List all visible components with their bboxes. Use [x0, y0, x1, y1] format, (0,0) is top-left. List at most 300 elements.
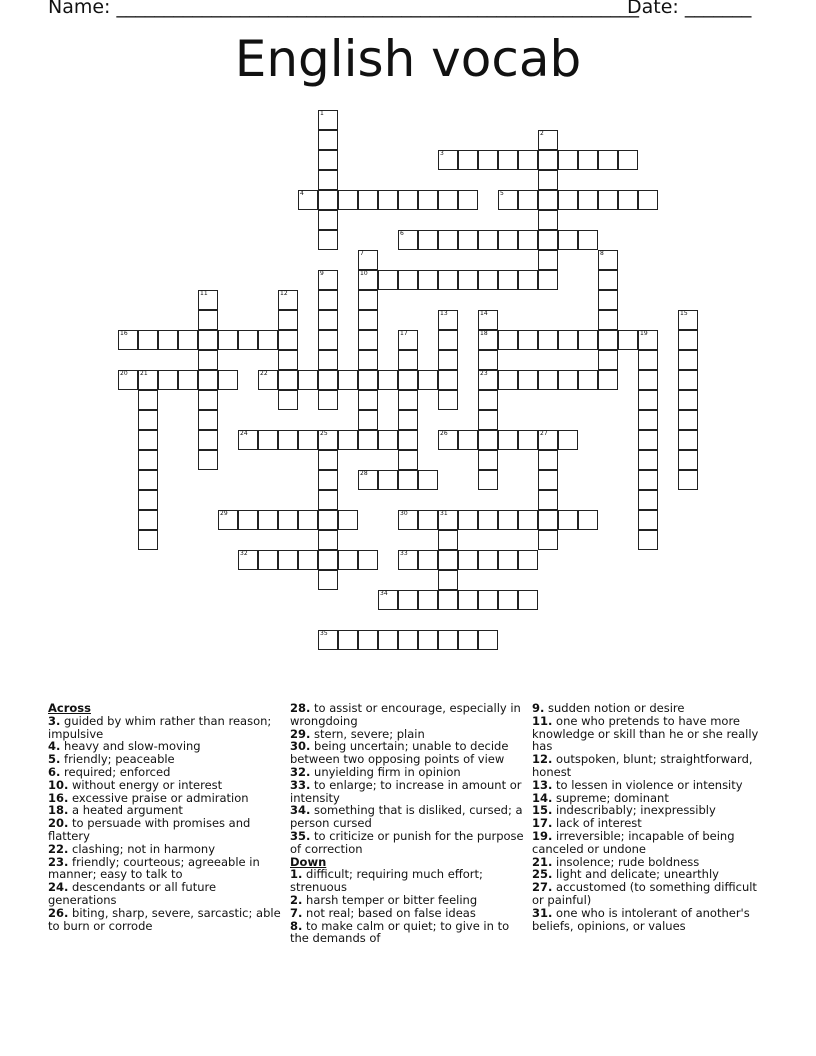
down-clue: [532, 830, 767, 856]
clue-number: 32.: [290, 764, 311, 779]
grid-cell[interactable]: [538, 130, 558, 150]
grid-cell[interactable]: [498, 330, 518, 350]
grid-cell[interactable]: [398, 590, 418, 610]
grid-cell[interactable]: [478, 510, 498, 530]
grid-cell[interactable]: [418, 510, 438, 530]
grid-cell[interactable]: [418, 230, 438, 250]
grid-cell[interactable]: [318, 430, 338, 450]
grid-cell[interactable]: [498, 230, 518, 250]
grid-cell[interactable]: [458, 270, 478, 290]
grid-cell[interactable]: [638, 450, 658, 470]
grid-cell[interactable]: [398, 450, 418, 470]
grid-cell[interactable]: [638, 390, 658, 410]
grid-cell[interactable]: [438, 510, 458, 530]
grid-cell[interactable]: [518, 190, 538, 210]
cell-number: 2: [540, 130, 544, 137]
grid-cell[interactable]: [438, 630, 458, 650]
grid-cell[interactable]: [138, 330, 158, 350]
grid-cell[interactable]: [558, 190, 578, 210]
grid-cell[interactable]: [498, 270, 518, 290]
grid-cell[interactable]: [598, 150, 618, 170]
cell-number: 35: [320, 630, 328, 637]
grid-cell[interactable]: [298, 510, 318, 530]
clue-text: being uncertain; unable to decide between two opposing points of view: [290, 739, 509, 767]
grid-cell[interactable]: [318, 510, 338, 530]
grid-cell[interactable]: [618, 190, 638, 210]
grid-cell[interactable]: [358, 630, 378, 650]
clue-text: friendly; courteous; agreeable in manner; easy to talk to: [48, 854, 260, 882]
grid-cell[interactable]: [538, 190, 558, 210]
grid-cell[interactable]: [138, 410, 158, 430]
grid-cell[interactable]: [458, 230, 478, 250]
grid-cell[interactable]: [478, 410, 498, 430]
grid-cell[interactable]: [498, 190, 518, 210]
grid-cell[interactable]: [458, 510, 478, 530]
across-clue: [290, 702, 525, 728]
grid-cell[interactable]: [238, 510, 258, 530]
grid-cell[interactable]: [538, 470, 558, 490]
grid-cell[interactable]: [638, 530, 658, 550]
grid-cell[interactable]: [278, 290, 298, 310]
grid-cell[interactable]: [498, 550, 518, 570]
clue-number: 11.: [532, 713, 553, 728]
grid-cell[interactable]: [318, 530, 338, 550]
grid-cell[interactable]: [378, 590, 398, 610]
grid-cell[interactable]: [358, 370, 378, 390]
grid-cell[interactable]: [398, 190, 418, 210]
grid-cell[interactable]: [558, 430, 578, 450]
grid-cell[interactable]: [478, 630, 498, 650]
down-clue: [290, 920, 525, 946]
grid-cell[interactable]: [198, 430, 218, 450]
date-field[interactable]: Date: _______: [627, 0, 752, 18]
grid-cell[interactable]: [438, 530, 458, 550]
grid-cell[interactable]: [478, 350, 498, 370]
grid-cell[interactable]: [538, 490, 558, 510]
grid-cell[interactable]: [318, 630, 338, 650]
grid-cell[interactable]: [398, 410, 418, 430]
grid-cell[interactable]: [638, 470, 658, 490]
grid-cell[interactable]: [358, 290, 378, 310]
grid-cell[interactable]: [678, 410, 698, 430]
grid-cell[interactable]: [678, 330, 698, 350]
down-clue: [290, 868, 525, 894]
grid-cell[interactable]: [518, 590, 538, 610]
grid-cell[interactable]: [318, 330, 338, 350]
down-clue: [532, 907, 767, 933]
cell-number: 1: [320, 110, 324, 117]
clue-number: 22.: [48, 841, 69, 856]
grid-cell[interactable]: [318, 570, 338, 590]
grid-cell[interactable]: [318, 450, 338, 470]
clue-number: 8.: [290, 918, 303, 933]
grid-cell[interactable]: [398, 630, 418, 650]
grid-cell[interactable]: [638, 410, 658, 430]
grid-cell[interactable]: [438, 370, 458, 390]
grid-cell[interactable]: [398, 430, 418, 450]
grid-cell[interactable]: [578, 370, 598, 390]
grid-cell[interactable]: [638, 490, 658, 510]
grid-cell[interactable]: [578, 510, 598, 530]
grid-cell[interactable]: [238, 330, 258, 350]
grid-cell[interactable]: [598, 190, 618, 210]
grid-cell[interactable]: [398, 270, 418, 290]
grid-cell[interactable]: [378, 630, 398, 650]
grid-cell[interactable]: [198, 410, 218, 430]
grid-cell[interactable]: [438, 330, 458, 350]
grid-cell[interactable]: [598, 310, 618, 330]
grid-cell[interactable]: [138, 390, 158, 410]
cell-number: 15: [680, 310, 688, 317]
grid-cell[interactable]: [438, 390, 458, 410]
grid-cell[interactable]: [198, 450, 218, 470]
grid-cell[interactable]: [318, 490, 338, 510]
grid-cell[interactable]: [538, 330, 558, 350]
cell-number: 11: [200, 290, 208, 297]
grid-cell[interactable]: [478, 590, 498, 610]
clue-text: irreversible; incapable of being canceled or undone: [532, 828, 735, 856]
grid-cell[interactable]: [318, 130, 338, 150]
grid-cell[interactable]: [318, 310, 338, 330]
grid-cell[interactable]: [438, 310, 458, 330]
grid-cell[interactable]: [278, 350, 298, 370]
grid-cell[interactable]: [298, 550, 318, 570]
grid-cell[interactable]: [318, 470, 338, 490]
grid-cell[interactable]: [498, 430, 518, 450]
grid-cell[interactable]: [278, 330, 298, 350]
grid-cell[interactable]: [438, 190, 458, 210]
grid-cell[interactable]: [618, 150, 638, 170]
grid-cell[interactable]: [398, 230, 418, 250]
grid-cell[interactable]: [438, 230, 458, 250]
grid-cell[interactable]: [318, 390, 338, 410]
cell-number: 4: [300, 190, 304, 197]
grid-cell[interactable]: [538, 370, 558, 390]
grid-cell[interactable]: [318, 270, 338, 290]
name-field[interactable]: Name: _______________________________________________________: [48, 0, 639, 18]
grid-cell[interactable]: [398, 550, 418, 570]
clue-number: 4.: [48, 739, 61, 754]
grid-cell[interactable]: [538, 230, 558, 250]
grid-cell[interactable]: [498, 510, 518, 530]
grid-cell[interactable]: [318, 350, 338, 370]
grid-cell[interactable]: [438, 350, 458, 370]
grid-cell[interactable]: [538, 510, 558, 530]
grid-cell[interactable]: [398, 350, 418, 370]
grid-cell[interactable]: [518, 370, 538, 390]
grid-cell[interactable]: [258, 370, 278, 390]
grid-cell[interactable]: [138, 490, 158, 510]
grid-cell[interactable]: [678, 390, 698, 410]
grid-cell[interactable]: [598, 350, 618, 370]
grid-cell[interactable]: [138, 470, 158, 490]
grid-cell[interactable]: [358, 270, 378, 290]
grid-cell[interactable]: [538, 270, 558, 290]
grid-cell[interactable]: [178, 330, 198, 350]
clue-number: 1.: [290, 867, 303, 882]
grid-cell[interactable]: [578, 150, 598, 170]
clue-text: unyielding firm in opinion: [314, 764, 461, 779]
grid-cell[interactable]: [638, 330, 658, 350]
grid-cell[interactable]: [338, 550, 358, 570]
grid-cell[interactable]: [678, 310, 698, 330]
grid-cell[interactable]: [298, 370, 318, 390]
grid-cell[interactable]: [478, 370, 498, 390]
grid-cell[interactable]: [478, 430, 498, 450]
grid-cell[interactable]: [678, 450, 698, 470]
grid-cell[interactable]: [378, 370, 398, 390]
grid-cell[interactable]: [438, 590, 458, 610]
grid-cell[interactable]: [478, 330, 498, 350]
grid-cell[interactable]: [598, 270, 618, 290]
grid-cell[interactable]: [398, 330, 418, 350]
clue-number: 13.: [532, 777, 553, 792]
grid-cell[interactable]: [438, 570, 458, 590]
grid-cell[interactable]: [558, 370, 578, 390]
grid-cell[interactable]: [458, 590, 478, 610]
clues-column-3: [532, 702, 767, 932]
grid-cell[interactable]: [358, 390, 378, 410]
grid-cell[interactable]: [678, 470, 698, 490]
grid-cell[interactable]: [458, 190, 478, 210]
grid-cell[interactable]: [518, 510, 538, 530]
grid-cell[interactable]: [438, 270, 458, 290]
grid-cell[interactable]: [478, 450, 498, 470]
grid-cell[interactable]: [478, 230, 498, 250]
grid-cell[interactable]: [498, 150, 518, 170]
grid-cell[interactable]: [258, 550, 278, 570]
grid-cell[interactable]: [358, 350, 378, 370]
across-clue: [48, 856, 283, 882]
grid-cell[interactable]: [198, 310, 218, 330]
grid-cell[interactable]: [378, 190, 398, 210]
grid-cell[interactable]: [418, 590, 438, 610]
clue-number: 20.: [48, 816, 69, 831]
grid-cell[interactable]: [418, 550, 438, 570]
grid-cell[interactable]: [298, 430, 318, 450]
grid-cell[interactable]: [258, 510, 278, 530]
grid-cell[interactable]: [198, 350, 218, 370]
grid-cell[interactable]: [418, 270, 438, 290]
grid-cell[interactable]: [638, 350, 658, 370]
grid-cell[interactable]: [318, 370, 338, 390]
grid-cell[interactable]: [578, 330, 598, 350]
grid-cell[interactable]: [258, 430, 278, 450]
grid-cell[interactable]: [258, 330, 278, 350]
grid-cell[interactable]: [398, 390, 418, 410]
grid-cell[interactable]: [358, 190, 378, 210]
grid-cell[interactable]: [138, 430, 158, 450]
grid-cell[interactable]: [638, 510, 658, 530]
grid-cell[interactable]: [318, 190, 338, 210]
grid-cell[interactable]: [398, 370, 418, 390]
grid-cell[interactable]: [318, 210, 338, 230]
grid-cell[interactable]: [418, 470, 438, 490]
clue-text: guided by whim rather than reason; impulsive: [48, 713, 272, 741]
grid-cell[interactable]: [318, 290, 338, 310]
cell-number: 19: [640, 330, 648, 337]
grid-cell[interactable]: [318, 110, 338, 130]
grid-cell[interactable]: [278, 390, 298, 410]
grid-cell[interactable]: [138, 510, 158, 530]
grid-cell[interactable]: [358, 430, 378, 450]
grid-cell[interactable]: [518, 550, 538, 570]
grid-cell[interactable]: [358, 410, 378, 430]
grid-cell[interactable]: [358, 310, 378, 330]
clue-number: 10.: [48, 777, 69, 792]
grid-cell[interactable]: [138, 530, 158, 550]
grid-cell[interactable]: [138, 450, 158, 470]
grid-cell[interactable]: [598, 290, 618, 310]
clue-text: accustomed (to something difficult or painful): [532, 880, 757, 907]
grid-cell[interactable]: [558, 510, 578, 530]
grid-cell[interactable]: [618, 330, 638, 350]
grid-cell[interactable]: [538, 450, 558, 470]
grid-cell[interactable]: [478, 470, 498, 490]
grid-cell[interactable]: [338, 510, 358, 530]
grid-cell[interactable]: [358, 250, 378, 270]
clue-number: 35.: [290, 828, 311, 843]
grid-cell[interactable]: [398, 510, 418, 530]
grid-cell[interactable]: [338, 630, 358, 650]
cell-number: 18: [480, 330, 488, 337]
grid-cell[interactable]: [158, 370, 178, 390]
grid-cell[interactable]: [418, 630, 438, 650]
grid-cell[interactable]: [458, 550, 478, 570]
grid-cell[interactable]: [478, 390, 498, 410]
grid-cell[interactable]: [638, 370, 658, 390]
grid-cell[interactable]: [318, 150, 338, 170]
cell-number: 23: [480, 370, 488, 377]
grid-cell[interactable]: [358, 330, 378, 350]
grid-cell[interactable]: [118, 330, 138, 350]
grid-cell[interactable]: [598, 330, 618, 350]
grid-cell[interactable]: [598, 370, 618, 390]
clue-number: 2.: [290, 892, 303, 907]
grid-cell[interactable]: [338, 370, 358, 390]
grid-cell[interactable]: [518, 430, 538, 450]
grid-cell[interactable]: [558, 330, 578, 350]
grid-cell[interactable]: [438, 550, 458, 570]
grid-cell[interactable]: [278, 310, 298, 330]
grid-cell[interactable]: [538, 530, 558, 550]
grid-cell[interactable]: [678, 350, 698, 370]
clue-text: excessive praise or admiration: [72, 790, 249, 805]
grid-cell[interactable]: [218, 330, 238, 350]
grid-cell[interactable]: [558, 230, 578, 250]
grid-cell[interactable]: [498, 590, 518, 610]
cell-number: 7: [360, 250, 364, 257]
grid-cell[interactable]: [518, 330, 538, 350]
grid-cell[interactable]: [278, 550, 298, 570]
grid-cell[interactable]: [198, 330, 218, 350]
clue-number: 9.: [532, 701, 545, 715]
clue-number: 31.: [532, 905, 553, 920]
grid-cell[interactable]: [498, 370, 518, 390]
grid-cell[interactable]: [318, 170, 338, 190]
grid-cell[interactable]: [458, 430, 478, 450]
grid-cell[interactable]: [238, 430, 258, 450]
grid-cell[interactable]: [198, 370, 218, 390]
grid-cell[interactable]: [358, 550, 378, 570]
grid-cell[interactable]: [278, 510, 298, 530]
grid-cell[interactable]: [438, 150, 458, 170]
grid-cell[interactable]: [358, 470, 378, 490]
grid-cell[interactable]: [538, 250, 558, 270]
clue-text: harsh temper or bitter feeling: [306, 892, 478, 907]
grid-cell[interactable]: [318, 230, 338, 250]
grid-cell[interactable]: [338, 430, 358, 450]
grid-cell[interactable]: [378, 430, 398, 450]
grid-cell[interactable]: [438, 430, 458, 450]
clues-column-1: [48, 702, 283, 932]
grid-cell[interactable]: [278, 430, 298, 450]
grid-cell[interactable]: [118, 370, 138, 390]
grid-cell[interactable]: [138, 370, 158, 390]
grid-cell[interactable]: [458, 630, 478, 650]
grid-cell[interactable]: [298, 190, 318, 210]
grid-cell[interactable]: [478, 150, 498, 170]
grid-cell[interactable]: [598, 250, 618, 270]
grid-cell[interactable]: [538, 170, 558, 190]
down-clue: [532, 715, 767, 753]
grid-cell[interactable]: [578, 230, 598, 250]
clue-number: 5.: [48, 752, 61, 767]
grid-cell[interactable]: [158, 330, 178, 350]
grid-cell[interactable]: [678, 370, 698, 390]
grid-cell[interactable]: [678, 430, 698, 450]
grid-cell[interactable]: [538, 430, 558, 450]
grid-cell[interactable]: [518, 230, 538, 250]
grid-cell[interactable]: [578, 190, 598, 210]
grid-cell[interactable]: [318, 550, 338, 570]
grid-cell[interactable]: [478, 270, 498, 290]
grid-cell[interactable]: [378, 270, 398, 290]
clue-number: 6.: [48, 764, 61, 779]
grid-cell[interactable]: [478, 550, 498, 570]
grid-cell[interactable]: [218, 510, 238, 530]
clue-text: to criticize or punish for the purpose of correction: [290, 828, 524, 856]
grid-cell[interactable]: [278, 370, 298, 390]
grid-cell[interactable]: [518, 150, 538, 170]
across-clue: [290, 740, 525, 766]
grid-cell[interactable]: [218, 370, 238, 390]
grid-cell[interactable]: [458, 150, 478, 170]
grid-cell[interactable]: [398, 470, 418, 490]
cell-number: 17: [400, 330, 408, 337]
grid-cell[interactable]: [478, 310, 498, 330]
grid-cell[interactable]: [638, 190, 658, 210]
grid-cell[interactable]: [538, 150, 558, 170]
clue-text: lack of interest: [556, 816, 642, 831]
grid-cell[interactable]: [378, 470, 398, 490]
grid-cell[interactable]: [238, 550, 258, 570]
grid-cell[interactable]: [418, 190, 438, 210]
across-heading: Across: [48, 701, 91, 715]
grid-cell[interactable]: [198, 290, 218, 310]
grid-cell[interactable]: [178, 370, 198, 390]
grid-cell[interactable]: [338, 190, 358, 210]
clue-text: stern, severe; plain: [314, 726, 425, 741]
cell-number: 3: [440, 150, 444, 157]
grid-cell[interactable]: [558, 150, 578, 170]
grid-cell[interactable]: [198, 390, 218, 410]
down-clue: [532, 753, 767, 779]
grid-cell[interactable]: [638, 430, 658, 450]
grid-cell[interactable]: [518, 270, 538, 290]
grid-cell[interactable]: [538, 210, 558, 230]
grid-cell[interactable]: [418, 370, 438, 390]
